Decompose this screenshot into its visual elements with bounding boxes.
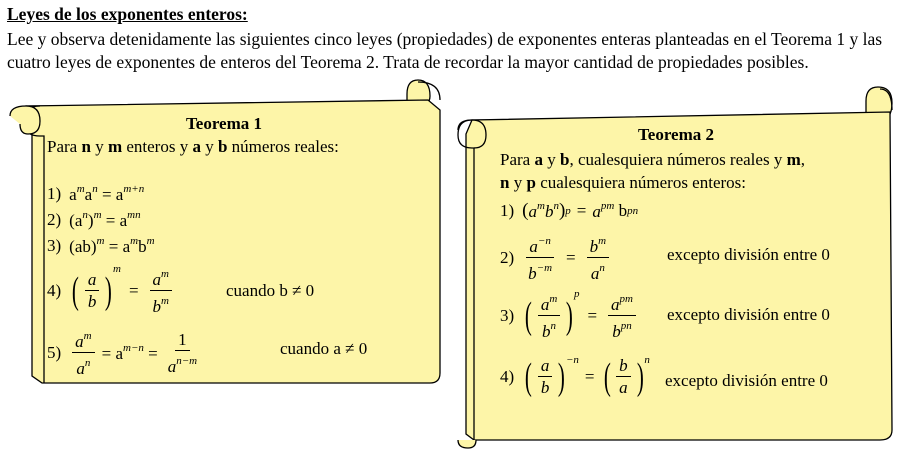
t2-law-2-exception: excepto división entre 0 [667,245,830,264]
t2-law-4: 4) ( $\frac{a}{b}$ ) −n = ( $\frac{b}{a}$ ) n [500,354,650,398]
t1-law-4: 4) ( $\frac{a}{b}$ ) m = $\frac{a^m}{b^m}$ [47,265,175,316]
t2-law-3-exception: excepto división entre 0 [667,305,830,324]
t2-law-3: 3) ( $\frac{a^m}{b^n}$ ) p = $\frac{a^{pm}}{b^{pn}}$ [500,290,639,341]
teorema-2-intro: Para a y b, cualesquiera números reales y m, n y p cualesquiera números enteros: [500,150,805,192]
teorema-1-title: Teorema 1 [186,114,263,133]
t1-law-4-condition: cuando b ≠ 0 [226,281,315,300]
t1-law-1: 1) $a^ma^n = a^{m+n}$ [47,183,145,204]
t2-law-1: 1) ( $a^mb^n$ ) p = $a^{pm}$ b pn [500,200,639,221]
teorema-2-title: Teorema 2 [638,125,715,144]
t1-law-5: 5) $\frac{a^m}{a^n}$ = $a^{m-n}$ = $\frac{1}{a^{n-m}}$ [47,327,203,378]
t1-law-5-condition: cuando a ≠ 0 [280,339,368,358]
page-heading: Leyes de los exponentes enteros: [7,4,248,24]
t1-law-3: 3) $(ab)^m = a^mb^m$ [47,235,155,256]
t2-law-2: 2) $\frac{a^{-n}}{b^{-m}}$ = $\frac{b^m}{a^n}$ [500,232,612,283]
intro-paragraph: Lee y observa detenidamente las siguientes cinco leyes (propiedades) de exponentes enteras planteadas en el Teorema 1 y las cuatro leyes de exponentes de enteros del Teorema 2. Trata de recordar la mayor cantidad de propiedades posibles. [7,29,883,72]
t1-law-2: 2) $(a^n)^m = a^{mn}$ [47,209,141,230]
teorema-1-intro: Para n y m enteros y a y b números reales: [47,137,339,156]
t2-law-4-exception: excepto división entre 0 [665,371,828,390]
